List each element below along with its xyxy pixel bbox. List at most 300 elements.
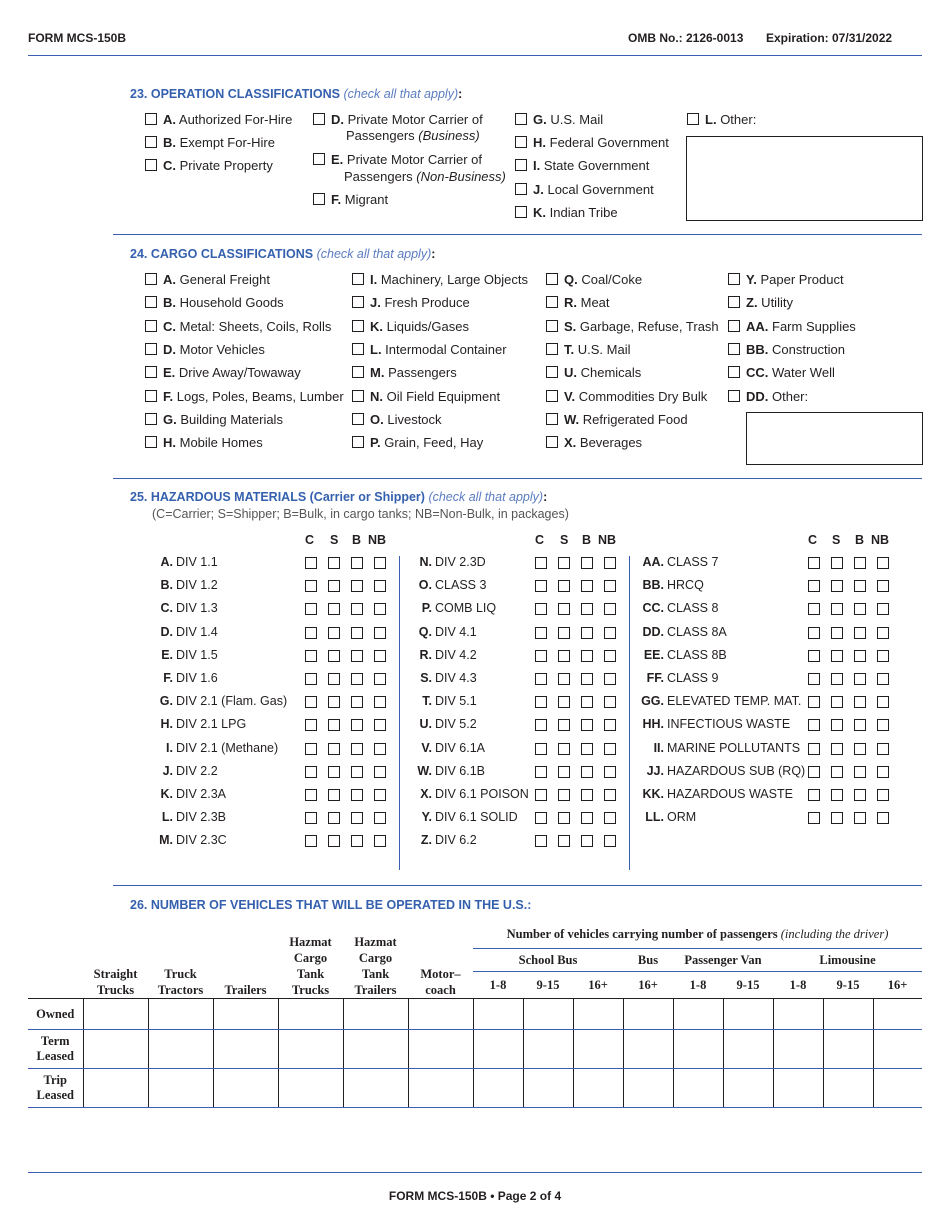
checkbox[interactable] [374,719,386,731]
checkbox[interactable] [305,766,317,778]
s24-option-k[interactable] [352,319,469,335]
checkbox[interactable] [831,789,843,801]
checkbox[interactable] [877,696,889,708]
checkbox[interactable] [535,557,547,569]
checkbox[interactable] [877,557,889,569]
checkbox[interactable] [581,673,593,685]
checkbox[interactable] [581,650,593,662]
count-cell[interactable] [873,1069,922,1108]
count-cell[interactable] [408,1030,473,1069]
checkbox[interactable] [145,296,157,308]
count-cell[interactable] [673,1069,723,1108]
count-cell[interactable] [213,1030,278,1069]
s24-option-p[interactable] [352,435,483,451]
count-cell[interactable] [673,1030,723,1069]
s24-option-i[interactable] [352,272,528,288]
checkbox[interactable] [808,812,820,824]
count-cell[interactable] [408,1069,473,1108]
checkbox[interactable] [808,603,820,615]
count-cell[interactable] [873,1030,922,1069]
checkbox[interactable] [558,812,570,824]
checkbox[interactable] [374,557,386,569]
checkbox[interactable] [328,743,340,755]
count-cell[interactable] [213,999,278,1030]
checkbox[interactable] [535,673,547,685]
checkbox[interactable] [374,835,386,847]
checkbox[interactable] [808,650,820,662]
s23-option-i[interactable]: I. State Government [515,158,649,174]
count-cell[interactable] [623,1069,673,1108]
checkbox[interactable] [351,789,363,801]
checkbox[interactable] [581,603,593,615]
checkbox[interactable] [808,580,820,592]
checkbox[interactable] [604,835,616,847]
checkbox[interactable] [687,113,699,125]
checkbox[interactable] [558,627,570,639]
checkbox[interactable] [145,136,157,148]
s24-option-aa[interactable] [728,319,856,335]
s24-option-r[interactable] [546,295,610,311]
s25-divider-2 [629,556,630,870]
checkbox[interactable] [328,789,340,801]
checkbox[interactable] [831,627,843,639]
checkbox[interactable] [145,320,157,332]
checkbox[interactable] [515,183,527,195]
s24-option-v[interactable] [546,389,707,405]
checkbox[interactable] [313,193,325,205]
checkbox[interactable] [351,673,363,685]
count-cell[interactable] [623,1030,673,1069]
hazmat-row-label: DIV 6.1 SOLID [435,810,518,825]
s23-option-l[interactable]: L. Other: [687,112,756,128]
checkbox[interactable] [604,580,616,592]
count-cell[interactable] [148,1030,213,1069]
checkbox[interactable] [351,835,363,847]
checkbox[interactable] [515,159,527,171]
checkbox[interactable] [808,719,820,731]
hazmat-row-label: CLASS 8 [667,601,719,616]
s24-option-e[interactable] [145,365,301,381]
checkbox[interactable] [374,627,386,639]
checkbox[interactable] [831,557,843,569]
s25-title: 25. HAZARDOUS MATERIALS (Carrier or Shipper) (check all that apply): [130,490,548,504]
checkbox[interactable] [374,650,386,662]
checkbox[interactable] [728,296,740,308]
s24-option-g[interactable] [145,412,283,428]
checkbox[interactable] [305,696,317,708]
checkbox[interactable] [145,390,157,402]
checkbox[interactable] [831,673,843,685]
checkbox[interactable] [558,673,570,685]
checkbox[interactable] [581,719,593,731]
count-cell[interactable] [278,999,343,1030]
option-label: Drive Away/Towaway [175,365,301,381]
checkbox[interactable] [352,390,364,402]
s24-option-b[interactable] [145,295,284,311]
checkbox[interactable] [831,580,843,592]
checkbox[interactable] [546,273,558,285]
checkbox[interactable] [145,413,157,425]
hazmat-row-letter: M. [159,833,173,848]
checkbox[interactable] [831,650,843,662]
s23-option-e[interactable]: E. Private Motor Carrier of [313,152,482,168]
checkbox[interactable] [854,673,866,685]
checkbox[interactable] [808,557,820,569]
count-cell[interactable] [408,999,473,1030]
checkbox[interactable] [374,603,386,615]
checkbox[interactable] [604,719,616,731]
s24-other-input[interactable] [746,412,923,465]
checkbox[interactable] [581,696,593,708]
count-cell[interactable] [773,1069,823,1108]
checkbox[interactable] [145,113,157,125]
checkbox[interactable] [535,580,547,592]
s24-option-f[interactable] [145,389,344,405]
checkbox[interactable] [305,557,317,569]
checkbox[interactable] [313,113,325,125]
option-letter: O. [370,411,384,427]
s24-option-u[interactable] [546,365,641,381]
count-cell[interactable] [473,999,523,1030]
checkbox[interactable] [352,343,364,355]
count-cell[interactable] [623,999,673,1030]
checkbox[interactable] [535,650,547,662]
count-cell[interactable] [343,1030,408,1069]
hazmat-col-header: NB [871,533,890,547]
checkbox[interactable] [305,719,317,731]
s23-option-a[interactable]: A. Authorized For-Hire [145,112,292,128]
s24-option-c[interactable] [145,319,331,335]
checkbox[interactable] [558,789,570,801]
checkbox[interactable] [581,627,593,639]
checkbox[interactable] [374,743,386,755]
s23-option-j[interactable]: J. Local Government [515,182,654,198]
s24-option-dd[interactable] [728,389,808,405]
checkbox[interactable] [877,766,889,778]
checkbox[interactable] [808,766,820,778]
s24-option-w[interactable] [546,412,688,428]
checkbox[interactable] [728,320,740,332]
s24-option-n[interactable] [352,389,500,405]
s24-option-q[interactable] [546,272,642,288]
checkbox[interactable] [604,603,616,615]
checkbox[interactable] [604,696,616,708]
hazmat-row-label: DIV 1.4 [176,624,218,639]
checkbox[interactable] [581,743,593,755]
checkbox[interactable] [831,719,843,731]
passenger-range: 16+ [873,972,922,999]
checkbox[interactable] [535,696,547,708]
checkbox[interactable] [328,719,340,731]
s24-option-o[interactable] [352,412,442,428]
checkbox[interactable] [328,580,340,592]
checkbox[interactable] [854,719,866,731]
checkbox[interactable] [351,743,363,755]
checkbox[interactable] [328,766,340,778]
checkbox[interactable] [808,627,820,639]
checkbox[interactable] [352,413,364,425]
checkbox[interactable] [854,743,866,755]
checkbox[interactable] [145,159,157,171]
checkbox[interactable] [604,743,616,755]
checkbox[interactable] [831,743,843,755]
s24-option-m[interactable] [352,365,457,381]
checkbox[interactable] [328,650,340,662]
checkbox[interactable] [374,580,386,592]
checkbox[interactable] [328,627,340,639]
checkbox[interactable] [728,273,740,285]
s24-option-y[interactable] [728,272,844,288]
checkbox[interactable] [728,343,740,355]
checkbox[interactable] [546,343,558,355]
checkbox[interactable] [604,627,616,639]
count-cell[interactable] [213,1069,278,1108]
checkbox[interactable] [604,557,616,569]
checkbox[interactable] [305,812,317,824]
checkbox[interactable] [808,789,820,801]
s24-option-j[interactable] [352,295,470,311]
count-cell[interactable] [823,999,873,1030]
count-cell[interactable] [573,1069,623,1108]
s24-option-a[interactable] [145,272,270,288]
checkbox[interactable] [558,696,570,708]
checkbox[interactable] [831,696,843,708]
count-cell[interactable] [278,1069,343,1108]
checkbox[interactable] [305,603,317,615]
checkbox[interactable] [604,789,616,801]
checkbox[interactable] [546,320,558,332]
count-cell[interactable] [343,1069,408,1108]
checkbox[interactable] [854,812,866,824]
count-cell[interactable] [473,1069,523,1108]
checkbox[interactable] [831,812,843,824]
checkbox[interactable] [854,696,866,708]
s24-option-z[interactable] [728,295,793,311]
checkbox[interactable] [352,436,364,448]
checkbox[interactable] [351,766,363,778]
checkbox[interactable] [808,743,820,755]
checkbox[interactable] [604,766,616,778]
checkbox[interactable] [328,673,340,685]
checkbox[interactable] [877,789,889,801]
count-cell[interactable] [723,1069,773,1108]
count-cell[interactable] [723,1030,773,1069]
count-cell[interactable] [523,999,573,1030]
checkbox[interactable] [546,366,558,378]
checkbox[interactable] [558,580,570,592]
count-cell[interactable] [523,1069,573,1108]
checkbox[interactable] [535,766,547,778]
count-cell[interactable] [823,1030,873,1069]
checkbox[interactable] [352,366,364,378]
checkbox[interactable] [328,557,340,569]
checkbox[interactable] [854,650,866,662]
s23-option-d[interactable]: D. Private Motor Carrier of [313,112,483,128]
count-cell[interactable] [343,999,408,1030]
checkbox[interactable] [305,673,317,685]
checkbox[interactable] [305,789,317,801]
checkbox[interactable] [546,413,558,425]
checkbox[interactable] [352,273,364,285]
s23-option-c[interactable]: C. Private Property [145,158,273,174]
checkbox[interactable] [374,789,386,801]
checkbox[interactable] [581,789,593,801]
checkbox[interactable] [877,812,889,824]
checkbox[interactable] [604,650,616,662]
count-cell[interactable] [83,999,148,1030]
count-cell[interactable] [673,999,723,1030]
checkbox[interactable] [558,650,570,662]
checkbox[interactable] [374,673,386,685]
checkbox[interactable] [351,603,363,615]
checkbox[interactable] [581,557,593,569]
count-cell[interactable] [83,1030,148,1069]
checkbox[interactable] [351,696,363,708]
checkbox[interactable] [877,627,889,639]
s26-title: 26. NUMBER OF VEHICLES THAT WILL BE OPERATED IN THE U.S.: [130,898,532,912]
checkbox[interactable] [535,627,547,639]
checkbox[interactable] [535,789,547,801]
s24-option-s[interactable] [546,319,719,335]
checkbox[interactable] [374,812,386,824]
checkbox[interactable] [305,835,317,847]
count-cell[interactable] [148,1069,213,1108]
count-cell[interactable] [873,999,922,1030]
checkbox[interactable] [313,153,325,165]
checkbox[interactable] [854,766,866,778]
checkbox[interactable] [305,650,317,662]
checkbox[interactable] [351,812,363,824]
checkbox[interactable] [351,719,363,731]
checkbox[interactable] [535,603,547,615]
s23-option-b[interactable]: B. Exempt For-Hire [145,135,275,151]
checkbox[interactable] [328,812,340,824]
checkbox[interactable] [581,812,593,824]
checkbox[interactable] [877,650,889,662]
checkbox[interactable] [535,812,547,824]
s24-option-l[interactable] [352,342,507,358]
checkbox[interactable] [558,766,570,778]
s24-option-t[interactable] [546,342,630,358]
checkbox[interactable] [581,766,593,778]
checkbox[interactable] [305,627,317,639]
checkbox[interactable] [877,743,889,755]
s24-option-h[interactable] [145,435,263,451]
s24-option-cc[interactable] [728,365,835,381]
hazmat-row-letter: Q. [418,624,432,639]
count-cell[interactable] [278,1030,343,1069]
count-cell[interactable] [773,1030,823,1069]
checkbox[interactable] [546,390,558,402]
checkbox[interactable] [604,812,616,824]
checkbox[interactable] [374,766,386,778]
checkbox[interactable] [374,696,386,708]
checkbox[interactable] [535,719,547,731]
checkbox[interactable] [351,627,363,639]
checkbox[interactable] [145,436,157,448]
checkbox[interactable] [854,627,866,639]
checkbox[interactable] [808,673,820,685]
checkbox[interactable] [328,835,340,847]
count-cell[interactable] [83,1069,148,1108]
checkbox[interactable] [535,835,547,847]
checkbox[interactable] [877,603,889,615]
checkbox[interactable] [854,603,866,615]
s24-option-d[interactable] [145,342,265,358]
count-cell[interactable] [148,999,213,1030]
checkbox[interactable] [305,580,317,592]
checkbox[interactable] [877,580,889,592]
checkbox[interactable] [854,789,866,801]
checkbox[interactable] [351,580,363,592]
count-cell[interactable] [473,1030,523,1069]
checkbox[interactable] [558,719,570,731]
checkbox[interactable] [581,835,593,847]
checkbox[interactable] [515,136,527,148]
count-cell[interactable] [523,1030,573,1069]
checkbox[interactable] [351,557,363,569]
checkbox[interactable] [328,603,340,615]
s23-option-k[interactable]: K. Indian Tribe [515,205,618,221]
checkbox[interactable] [305,743,317,755]
count-cell[interactable] [573,1030,623,1069]
checkbox[interactable] [546,296,558,308]
checkbox[interactable] [728,366,740,378]
option-letter: DD. [746,388,769,404]
checkbox[interactable] [535,743,547,755]
s24-option-x[interactable] [546,435,642,451]
checkbox[interactable] [558,603,570,615]
checkbox[interactable] [145,343,157,355]
s23-option-h[interactable]: H. Federal Government [515,135,669,151]
checkbox[interactable] [145,366,157,378]
checkbox[interactable] [728,390,740,402]
checkbox[interactable] [515,113,527,125]
checkbox[interactable] [604,673,616,685]
row-label: Owned [28,999,83,1030]
checkbox[interactable] [854,580,866,592]
checkbox[interactable] [831,603,843,615]
option-letter: P. [370,435,381,451]
checkbox[interactable] [581,580,593,592]
checkbox[interactable] [352,296,364,308]
hazmat-row-letter: FF. [646,671,664,685]
checkbox[interactable] [145,273,157,285]
checkbox[interactable] [831,766,843,778]
checkbox[interactable] [877,673,889,685]
checkbox[interactable] [558,743,570,755]
count-cell[interactable] [773,999,823,1030]
checkbox[interactable] [808,696,820,708]
s23-other-input[interactable] [686,136,923,221]
checkbox[interactable] [546,436,558,448]
checkbox[interactable] [558,557,570,569]
count-cell[interactable] [823,1069,873,1108]
checkbox[interactable] [351,650,363,662]
checkbox[interactable] [515,206,527,218]
s23-option-f[interactable]: F. Migrant [313,192,388,208]
s24-option-bb[interactable] [728,342,845,358]
s23-option-g[interactable]: G. U.S. Mail [515,112,603,128]
count-cell[interactable] [723,999,773,1030]
checkbox[interactable] [854,557,866,569]
checkbox[interactable] [352,320,364,332]
checkbox[interactable] [877,719,889,731]
count-cell[interactable] [573,999,623,1030]
checkbox[interactable] [328,696,340,708]
checkbox[interactable] [558,835,570,847]
option-label: Fresh Produce [380,295,470,311]
